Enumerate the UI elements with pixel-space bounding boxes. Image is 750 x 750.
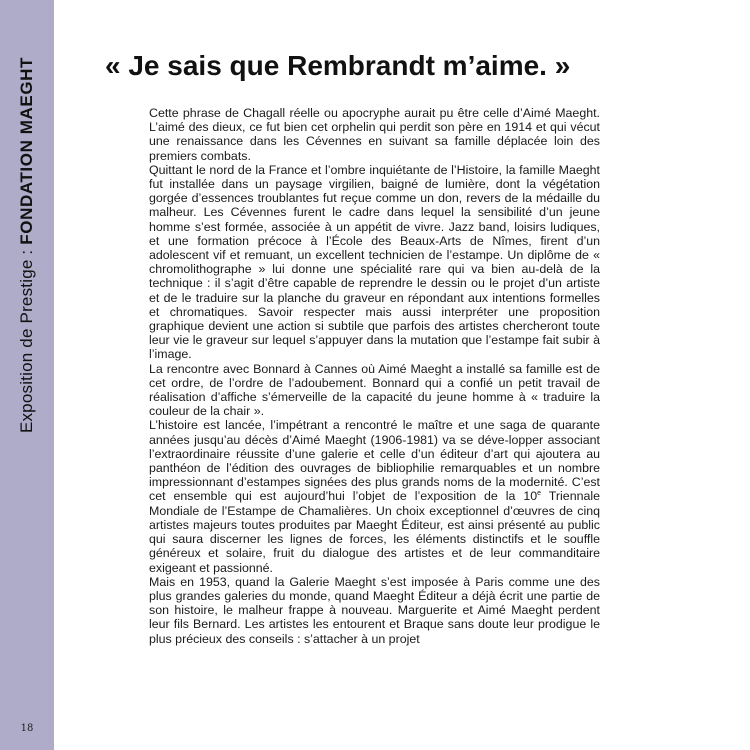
paragraph-4-after: Triennale Mondiale de l’Estampe de Chamalières. Un choix exceptionnel d’œuvres de cinq artistes majeurs toutes produites par Maeght Éditeur, est ainsi présenté au public qui saura discerner les lignes de forces, les éléments distinctifs et le souffle généreux et solaire, fruit du dialogue des artistes et de leur commanditaire exigeant et passionné. — [149, 489, 601, 575]
paragraph-1: Cette phrase de Chagall réelle ou apocryphe aurait pu être celle d’Aimé Maeght. L’aimé des dieux, ce fut bien cet orphelin qui perdit son père en 1914 et qui vécut une renaissance dans les Cévennes en suivant sa famille déplacée loin des premiers combats. — [149, 106, 600, 163]
body-text — [149, 106, 600, 646]
ordinal-superscript: e — [537, 490, 542, 498]
page-number: 18 — [20, 723, 34, 734]
paragraph-4 — [149, 418, 600, 574]
sidebar — [0, 0, 54, 750]
page-title: « Je sais que Rembrandt m’aime. » — [105, 50, 571, 81]
paragraph-2: Quittant le nord de la France et l’ombre inquiétante de l’Histoire, la famille Maeght fut installée dans un paysage virgilien, baigné de lumière, dont la végétation gorgée d’essences troublantes fut reçue comme un don, revers de la médaille du malheur. Les Cévennes furent le cadre dans lequel la sensibilité d’un jeune homme s’est formée, associée à un appétit de vivre. Jazz band, loisirs ludiques, et une formation précoce à l’École des Beaux-Arts de Nîmes, firent d’un adolescent vif et remuant, un excellent technicien de l’estampe. Un diplôme de « chromolithographe » lui donne une spécialité rare qui va bien au-delà de la technique : il s’agit d’être capable de reprendre le dessin ou le projet d’un artiste et de le traduire sur la planche du graveur en répondant aux intentions formelles et chromatiques. Savoir respecter mais aussi interpréter une proposition graphique devient une action si subtile que parfois des artistes chercheront toute leur vie le graveur sur lequel s’appuyer dans la mutation que l’estampe fait subir à l’image. — [149, 162, 600, 362]
paragraph-3: La rencontre avec Bonnard à Cannes où Aimé Maeght a installé sa famille est de cet ordre, de l’ordre de l’adoubement. Bonnard qui a confié un petit travail de réalisation d’affiche s’émerveille de la capacité du jeune homme à « traduire la couleur de la chair ». — [149, 361, 600, 419]
sidebar-label-strong: FONDATION MAEGHT — [17, 56, 36, 245]
sidebar-label — [17, 57, 37, 433]
sidebar-label-prefix: Exposition de Prestige : — [17, 244, 36, 434]
paragraph-4-before: L’histoire est lancée, l’impétrant a rencontré le maître et une saga de quarante années jusqu’au décès d’Aimé Maeght (1906-1981) va se déve-lopper associant l’extraordinaire réussite d’une galerie et celle d’un éditeur d’art qui ajoutera au panthéon de l’édition des ouvrages de bibliophilie remarquables et un nombre impressionnant d’estampes signées des plus grands noms de la modernité. C’est cet ensemble qui est aujourd’hui l’objet de l’exposition de la 10 — [149, 418, 600, 504]
paragraph-5: Mais en 1953, quand la Galerie Maeght s’est imposée à Paris comme une des plus grandes galeries du monde, quand Maeght Éditeur a déjà écrit une partie de son histoire, le malheur frappe à nouveau. Marguerite et Aimé Maeght perdent leur fils Bernard. Les artistes les entourent et Braque sans doute leur prodigue le plus précieux des conseils : s’attacher à un projet — [149, 574, 600, 646]
